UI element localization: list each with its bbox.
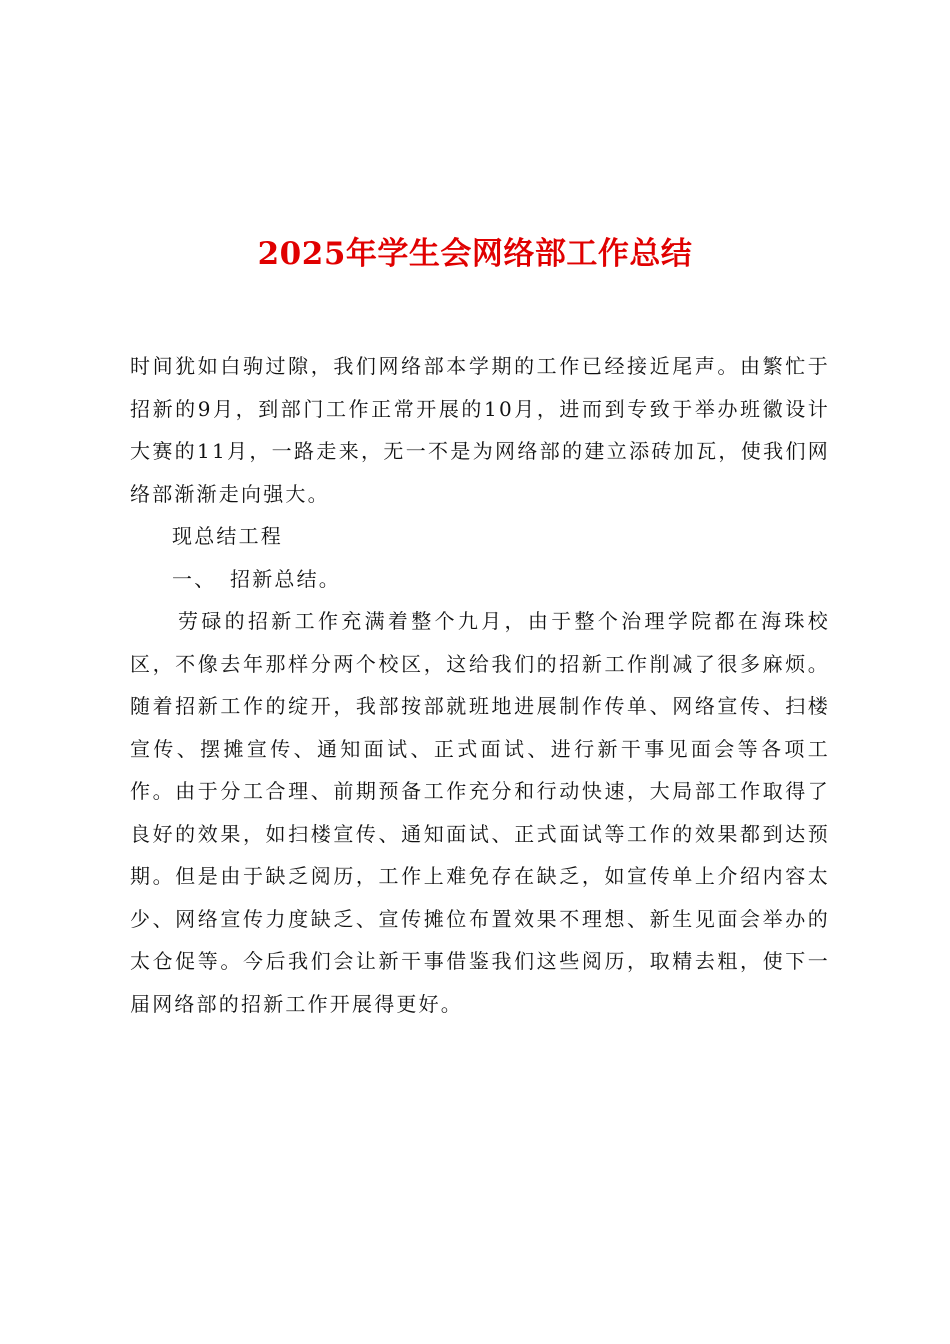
recruitment-summary-paragraph: 劳碌的招新工作充满着整个九月，由于整个治理学院都在海珠校区，不像去年那样分两个校区，这给我们的招新工作削减了很多麻烦。随着招新工作的绽开，我部按部就班地进展制作传单、网络宣传、扫楼宣传、摆摊宣传、通知面试、正式面试、进行新干事见面会等各项工作。由于分工合理、前期预备工作充分和行动快速，大局部工作取得了良好的效果，如扫楼宣传、通知面试、正式面试等工作的效果都到达预期。但是由于缺乏阅历，工作上难免存在缺乏，如宣传单上介绍内容太少、网络宣传力度缺乏、宣传摊位布置效果不理想、新生见面会举办的太仓促等。今后我们会让新干事借鉴我们这些阅历，取精去粗，使下一届网络部的招新工作开展得更好。 bbox=[130, 609, 830, 1016]
section-title: 招新总结。 bbox=[230, 566, 341, 591]
document-body bbox=[130, 345, 830, 1025]
section-heading bbox=[130, 558, 830, 601]
document-title: 2025年学生会网络部工作总结 bbox=[257, 235, 693, 272]
summary-intro-line: 现总结工程 bbox=[172, 524, 283, 548]
section-number: 一、 bbox=[172, 566, 217, 591]
intro-paragraph: 时间犹如白驹过隙，我们网络部本学期的工作已经接近尾声。由繁忙于招新的9月，到部门工作正常开展的10月，进而到专致于举办班徽设计大赛的11月，一路走来，无一不是为网络部的建立添砖加瓦，使我们网络部渐渐走向强大。 bbox=[130, 354, 830, 506]
